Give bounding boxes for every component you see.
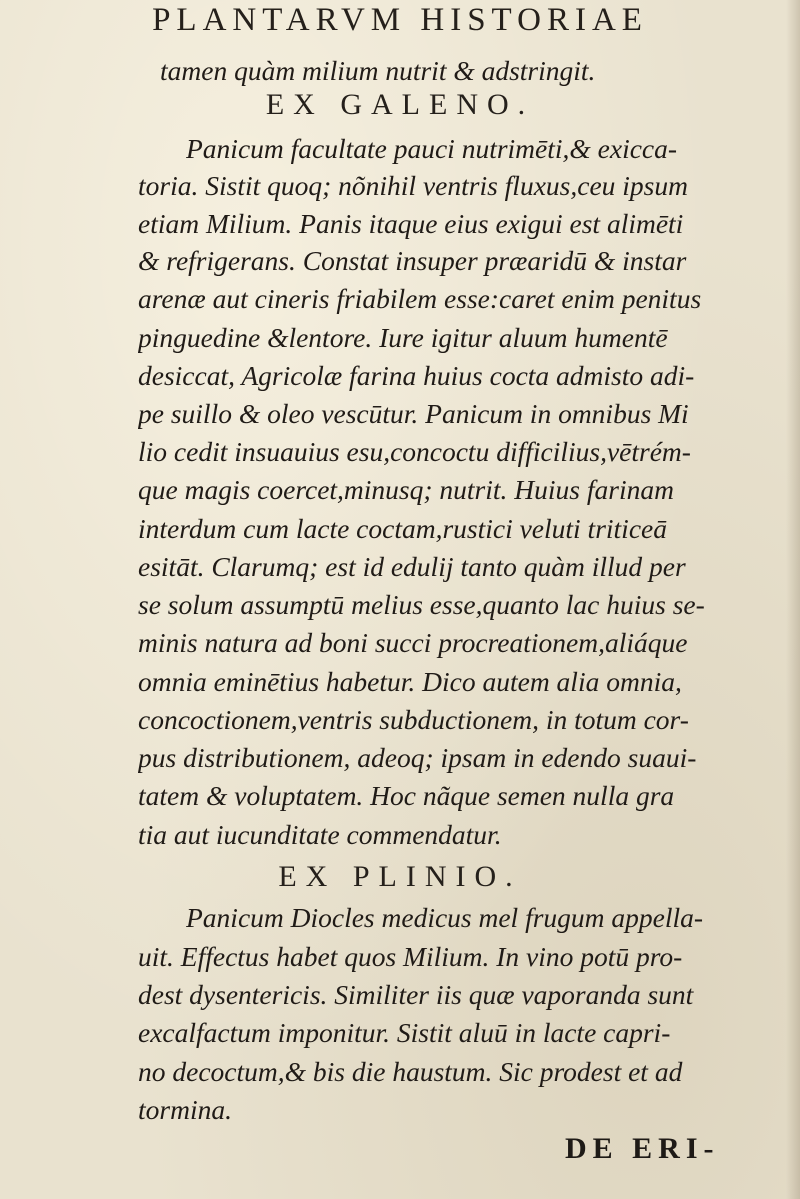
text-line: tia aut iucunditate commendatur.	[138, 819, 502, 850]
text-line: interdum cum lacte coctam,rustici veluti triticeā	[138, 513, 667, 544]
text-line: Panicum facultate pauci nutrimēti,& exicca-	[186, 133, 678, 164]
text-line: no decoctum,& bis die haustum. Sic prodest et ad	[138, 1056, 683, 1087]
page-edge-shadow	[786, 0, 800, 1199]
text-line: omnia eminētius habetur. Dico autem alia omnia,	[138, 666, 682, 697]
text-line: tormina.	[138, 1094, 232, 1125]
text-line: excalfactum imponitur. Sistit aluū in lacte capri-	[138, 1017, 671, 1048]
section-heading-galen: EX GALENO.	[265, 88, 535, 121]
text-line: arenæ aut cineris friabilem esse:caret enim penitus	[138, 283, 702, 314]
text-line: dest dysentericis. Similiter iis quæ vaporanda sunt	[138, 979, 694, 1010]
text-line: pinguedine &lentore. Iure igitur aluum humentē	[138, 322, 668, 353]
text-line: & refrigerans. Constat insuper præaridū & instar	[138, 245, 687, 276]
text-line: esitāt. Clarumq; est id edulij tanto quàm illud per	[138, 551, 686, 582]
text-line: pe suillo & oleo vescūtur. Panicum in omnibus Mi	[138, 398, 689, 429]
running-head: PLANTARVM HISTORIAE	[152, 2, 648, 38]
text-line: Panicum Diocles medicus mel frugum appella-	[186, 902, 704, 933]
text-line: se solum assumptū melius esse,quanto lac huius se-	[138, 589, 705, 620]
text-line: toria. Sistit quoq; nõnihil ventris fluxus,ceu ipsum	[138, 170, 688, 201]
text-line: pus distributionem, adeoq; ipsam in edendo suaui-	[138, 742, 697, 773]
text-line: lio cedit insuauius esu,concoctu difficilius,vētrém-	[138, 436, 691, 467]
catchword: DE ERI-	[565, 1132, 720, 1165]
text-line: tamen quàm milium nutrit & adstringit.	[160, 55, 596, 86]
text-line: minis natura ad boni succi procreationem,aliáque	[138, 627, 688, 658]
text-line: etiam Milium. Panis itaque eius exigui est alimēti	[138, 208, 684, 239]
text-line: concoctionem,ventris subductionem, in totum cor-	[138, 704, 689, 735]
text-line: desiccat, Agricolæ farina huius cocta admisto adi-	[138, 360, 695, 391]
text-line: uit. Effectus habet quos Milium. In vino potū pro-	[138, 941, 683, 972]
section-heading-pliny: EX PLINIO.	[278, 860, 522, 893]
text-line: tatem & voluptatem. Hoc nãque semen nulla gra	[138, 780, 675, 811]
text-line: que magis coercet,minusq; nutrit. Huius farinam	[138, 474, 674, 505]
